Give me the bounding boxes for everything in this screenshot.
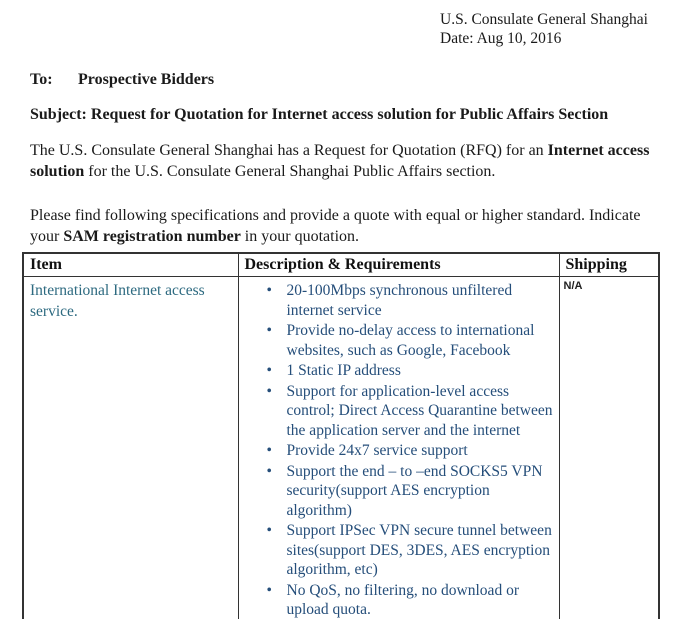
requirements-cell <box>238 277 559 619</box>
requirement-item: • Support IPSec VPN secure tunnel between sites(support DES, 3DES, AES encryption algorithm, etc) <box>265 521 557 580</box>
paragraph-rfq-intro-pre: The U.S. Consulate General Shanghai has a Request for Quotation (RFQ) for an <box>30 142 548 159</box>
paragraph-instructions-post: in your quotation. <box>240 228 360 245</box>
letterhead-date: Date: Aug 10, 2016 <box>440 30 562 47</box>
to-label: To: <box>30 71 53 88</box>
column-header-item: Item <box>23 253 238 277</box>
specifications-table <box>22 252 660 619</box>
requirement-item: • Support for application-level access control; Direct Access Quarantine between the application server and the internet <box>265 382 557 441</box>
requirement-item: • 1 Static IP address <box>265 361 557 381</box>
paragraph-rfq-intro-bold: Internet access solution <box>30 142 650 180</box>
table-row <box>23 277 659 619</box>
requirement-item: • No QoS, no filtering, no download or upload quota. <box>265 581 557 619</box>
requirement-item: • Provide 24x7 service support <box>265 441 557 461</box>
to-recipient: Prospective Bidders <box>78 71 215 88</box>
letterhead <box>440 10 658 48</box>
paragraph-rfq-intro-post: for the U.S. Consulate General Shanghai Public Affairs section. <box>84 163 496 180</box>
column-header-description: Description & Requirements <box>238 253 559 277</box>
letterhead-org: U.S. Consulate General Shanghai <box>440 11 648 28</box>
requirements-list <box>239 281 557 619</box>
requirement-item: • Support the end – to –end SOCKS5 VPN security(support AES encryption algorithm) <box>265 462 557 521</box>
requirement-item: • 20-100Mbps synchronous unfiltered internet service <box>265 281 557 320</box>
requirement-item: • Provide no-delay access to international websites, such as Google, Facebook <box>265 321 557 360</box>
subject-line: Subject: Request for Quotation for Internet access solution for Public Affairs Section <box>30 106 609 123</box>
item-cell: International Internet access service. <box>23 277 238 619</box>
shipping-cell: N/A <box>559 277 659 619</box>
paragraph-instructions-bold: SAM registration number <box>63 228 241 245</box>
column-header-shipping: Shipping <box>559 253 659 277</box>
to-line <box>30 70 658 89</box>
paragraph-instructions-pre: Please find following specifications and provide a quote with equal or higher standard. Indicate your <box>30 207 641 245</box>
table-header-row <box>23 253 659 277</box>
paragraph-rfq-intro <box>30 140 658 182</box>
paragraph-instructions <box>30 205 658 247</box>
